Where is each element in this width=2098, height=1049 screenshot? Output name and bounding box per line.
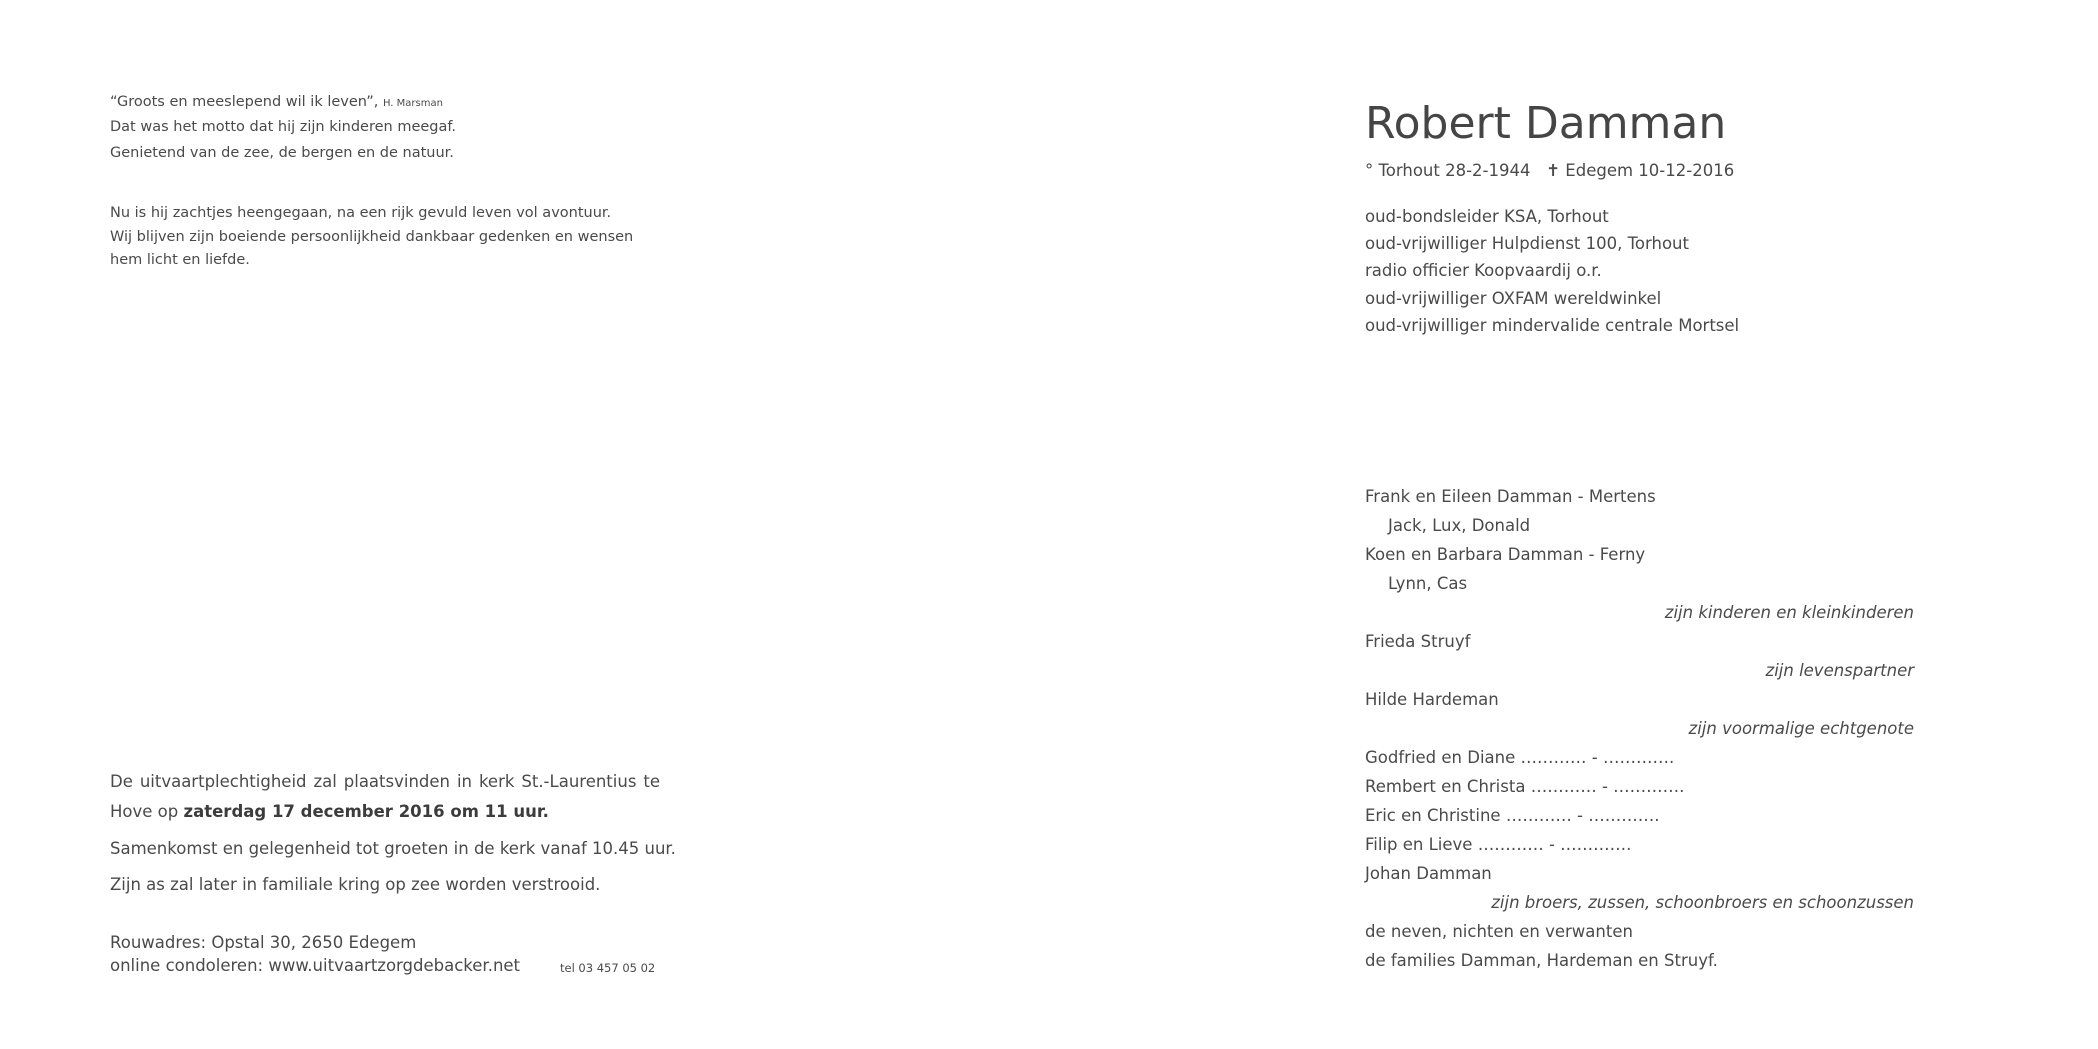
quote-line-3: Genietend van de zee, de bergen en de natuur. <box>110 145 454 161</box>
family-grandchildren-2: Lynn, Cas <box>1388 574 1468 593</box>
funeral-date: zaterdag 17 december 2016 om 11 uur. <box>183 802 549 821</box>
function-4: oud-vrijwilliger OXFAM wereldwinkel <box>1365 289 1662 308</box>
function-3: radio officier Koopvaardij o.r. <box>1365 261 1602 280</box>
family-sibling-2: Rembert en Christa ………… - …………. <box>1365 777 1685 796</box>
family-sibling-1: Godfried en Diane ………… - …………. <box>1365 748 1675 767</box>
family-families: de families Damman, Hardeman en Struyf. <box>1365 951 1718 970</box>
role-partner: zijn levenspartner <box>1765 661 1914 680</box>
family-child-2: Koen en Barbara Damman - Ferny <box>1365 545 1646 564</box>
quote-author: H. Marsman <box>382 98 443 109</box>
function-1: oud-bondsleider KSA, Torhout <box>1365 207 1609 226</box>
death-date: ✝ Edegem 10-12-2016 <box>1546 161 1735 180</box>
tribute-line-3: hem licht en liefde. <box>110 252 250 268</box>
funeral-announcement <box>110 767 660 827</box>
online-condolence-text: online condoleren: www.uitvaartzorgdebacker.net <box>110 956 521 975</box>
quote-text: “Groots en meeslepend wil ik leven”, <box>110 94 379 110</box>
family-exwife: Hilde Hardeman <box>1365 690 1499 709</box>
gathering-text: Samenkomst en gelegenheid tot groeten in de kerk vanaf 10.45 uur. <box>110 839 676 858</box>
function-5: oud-vrijwilliger mindervalide centrale Mortsel <box>1365 316 1740 335</box>
tribute-line-1: Nu is hij zachtjes heengegaan, na een rijk gevuld leven vol avontuur. <box>110 205 612 221</box>
tribute-line-2: Wij blijven zijn boeiende persoonlijkheid dankbaar gedenken en wensen <box>110 229 634 245</box>
quote-line-2: Dat was het motto dat hij zijn kinderen meegaf. <box>110 119 457 135</box>
family-sibling-3: Eric en Christine ………… - …………. <box>1365 806 1660 825</box>
role-exwife: zijn voormalige echtgenote <box>1688 719 1914 738</box>
life-dates <box>1365 161 1734 180</box>
family-relatives: de neven, nichten en verwanten <box>1365 922 1633 941</box>
birth-date: ° Torhout 28-2-1944 <box>1365 161 1531 180</box>
family-sibling-5: Johan Damman <box>1365 864 1492 883</box>
ashes-text: Zijn as zal later in familiale kring op zee worden verstrooid. <box>110 875 601 894</box>
deceased-name: Robert Damman <box>1365 98 1727 149</box>
quote-line-1 <box>110 94 443 110</box>
function-2: oud-vrijwilliger Hulpdienst 100, Torhout <box>1365 234 1689 253</box>
role-children: zijn kinderen en kleinkinderen <box>1664 603 1914 622</box>
family-child-1: Frank en Eileen Damman - Mertens <box>1365 487 1656 506</box>
family-partner: Frieda Struyf <box>1365 632 1471 651</box>
funeral-text: De uitvaartplechtigheid zal plaatsvinden in kerk St.-Laurentius te Hove op <box>110 772 660 821</box>
family-sibling-4: Filip en Lieve ………… - …………. <box>1365 835 1632 854</box>
family-grandchildren-1: Jack, Lux, Donald <box>1388 516 1531 535</box>
address-text: Rouwadres: Opstal 30, 2650 Edegem <box>110 933 417 952</box>
telephone-text: tel 03 457 05 02 <box>560 961 656 975</box>
role-siblings: zijn broers, zussen, schoonbroers en schoonzussen <box>1491 893 1914 912</box>
